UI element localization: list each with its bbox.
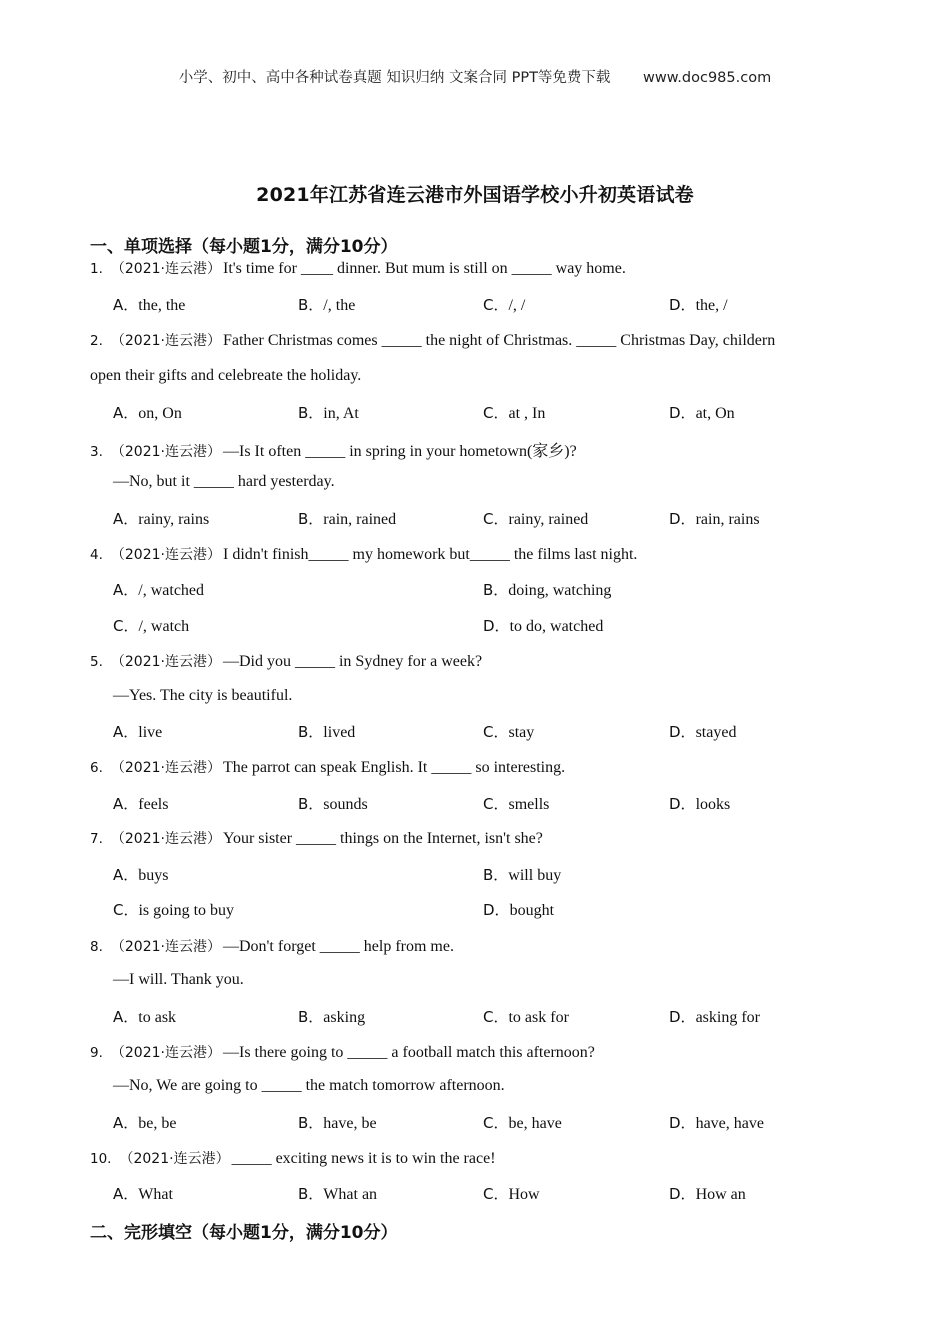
option-a[interactable]: A．buys — [113, 866, 169, 884]
question-number: 5. — [90, 654, 103, 670]
option-b[interactable]: B．rain, rained — [298, 510, 397, 528]
question-7 — [90, 828, 543, 848]
question-number: 10. — [90, 1151, 112, 1167]
question-continuation: open their gifts and celebreate the holiday. — [90, 367, 362, 384]
option-b[interactable]: B．in, At — [298, 404, 359, 422]
question-source: （2021·连云港） — [110, 444, 221, 460]
option-c[interactable]: C．rainy, rained — [483, 510, 589, 528]
option-d[interactable]: D．bought — [483, 901, 555, 919]
question-source: （2021·连云港） — [110, 831, 221, 847]
option-c[interactable]: C．smells — [483, 795, 550, 813]
option-a[interactable]: A．feels — [113, 795, 169, 813]
question-source: （2021·连云港） — [110, 1045, 221, 1061]
question-number: 4. — [90, 547, 103, 563]
option-c[interactable]: C．is going to buy — [113, 901, 235, 919]
question-source: （2021·连云港） — [110, 333, 221, 349]
option-a[interactable]: A．rainy, rains — [113, 510, 210, 528]
option-c[interactable]: C．/, watch — [113, 617, 190, 635]
option-d[interactable]: D．How an — [669, 1185, 746, 1203]
section-heading-2: 二、完形填空（每小题1分，满分10分） — [90, 1223, 398, 1243]
option-b[interactable]: B．asking — [298, 1008, 366, 1026]
question-continuation: —No, We are going to _____ the match tomorrow afternoon. — [113, 1077, 505, 1094]
question-text: —Don't forget _____ help from me. — [222, 938, 454, 955]
option-b[interactable]: B．lived — [298, 723, 356, 741]
option-b[interactable]: B．sounds — [298, 795, 368, 813]
question-source: （2021·连云港） — [110, 760, 221, 776]
question-continuation: —I will. Thank you. — [113, 971, 244, 988]
question-1 — [90, 258, 626, 278]
question-number: 3. — [90, 444, 103, 460]
option-b[interactable]: B．What an — [298, 1185, 378, 1203]
question-3 — [90, 438, 577, 461]
option-c[interactable]: C．stay — [483, 723, 535, 741]
question-number: 8. — [90, 939, 103, 955]
option-c[interactable]: C．be, have — [483, 1114, 562, 1132]
question-4 — [90, 544, 637, 564]
header-url[interactable]: www.doc985.com — [643, 70, 772, 86]
question-continuation: —Yes. The city is beautiful. — [113, 687, 293, 704]
question-8 — [90, 936, 454, 956]
section-heading-1: 一、单项选择（每小题1分，满分10分） — [90, 237, 398, 257]
question-6 — [90, 757, 565, 777]
question-continuation: —No, but it _____ hard yesterday. — [113, 473, 335, 490]
option-c[interactable]: C．How — [483, 1185, 540, 1203]
option-c[interactable]: C．at , In — [483, 404, 546, 422]
question-source: （2021·连云港） — [110, 547, 221, 563]
option-a[interactable]: A．the, the — [113, 296, 186, 314]
option-a[interactable]: A．live — [113, 723, 163, 741]
option-b[interactable]: B．/, the — [298, 296, 356, 314]
question-source: （2021·连云港） — [110, 939, 221, 955]
question-text: The parrot can speak English. It _____ so interesting. — [222, 759, 566, 776]
question-text: Father Christmas comes _____ the night of Christmas. _____ Christmas Day, childern — [222, 332, 776, 349]
option-d[interactable]: D．rain, rains — [669, 510, 760, 528]
option-c[interactable]: C．to ask for — [483, 1008, 569, 1026]
question-5 — [90, 651, 482, 671]
question-text: —Did you _____ in Sydney for a week? — [222, 653, 483, 670]
option-d[interactable]: D．to do, watched — [483, 617, 604, 635]
option-c[interactable]: C．/, / — [483, 296, 526, 314]
question-number: 7. — [90, 831, 103, 847]
option-a[interactable]: A．What — [113, 1185, 173, 1203]
question-2 — [90, 330, 775, 350]
question-10 — [90, 1148, 496, 1168]
option-a[interactable]: A．to ask — [113, 1008, 177, 1026]
question-9 — [90, 1042, 595, 1062]
option-d[interactable]: D．the, / — [669, 296, 728, 314]
question-number: 2. — [90, 333, 103, 349]
option-d[interactable]: D．have, have — [669, 1114, 764, 1132]
question-number: 9. — [90, 1045, 103, 1061]
page-header — [0, 66, 950, 87]
option-d[interactable]: D．stayed — [669, 723, 737, 741]
question-text: Your sister _____ things on the Internet, isn't she? — [222, 830, 543, 847]
question-number: 1. — [90, 261, 103, 277]
option-a[interactable]: A．on, On — [113, 404, 182, 422]
question-text: I didn't finish_____ my homework but_____ the films last night. — [222, 546, 638, 563]
header-text: 小学、初中、高中各种试卷真题 知识归纳 文案合同 PPT等免费下载 — [178, 70, 611, 86]
option-d[interactable]: D．looks — [669, 795, 731, 813]
question-number: 6. — [90, 760, 103, 776]
question-source: （2021·连云港） — [110, 261, 221, 277]
question-source: （2021·连云港） — [110, 654, 221, 670]
question-text: —Is It often _____ in spring in your hometown(家乡)? — [222, 443, 577, 460]
option-b[interactable]: B．doing, watching — [483, 581, 612, 599]
question-source: （2021·连云港） — [119, 1151, 230, 1167]
question-text: It's time for ____ dinner. But mum is still on _____ way home. — [222, 260, 626, 277]
exam-title: 2021年江苏省连云港市外国语学校小升初英语试卷 — [256, 184, 694, 206]
option-d[interactable]: D．at, On — [669, 404, 735, 422]
option-b[interactable]: B．will buy — [483, 866, 562, 884]
question-text: —Is there going to _____ a football match this afternoon? — [222, 1044, 595, 1061]
question-text: _____ exciting news it is to win the race! — [231, 1150, 496, 1167]
option-d[interactable]: D．asking for — [669, 1008, 760, 1026]
option-b[interactable]: B．have, be — [298, 1114, 377, 1132]
option-a[interactable]: A．/, watched — [113, 581, 205, 599]
option-a[interactable]: A．be, be — [113, 1114, 177, 1132]
